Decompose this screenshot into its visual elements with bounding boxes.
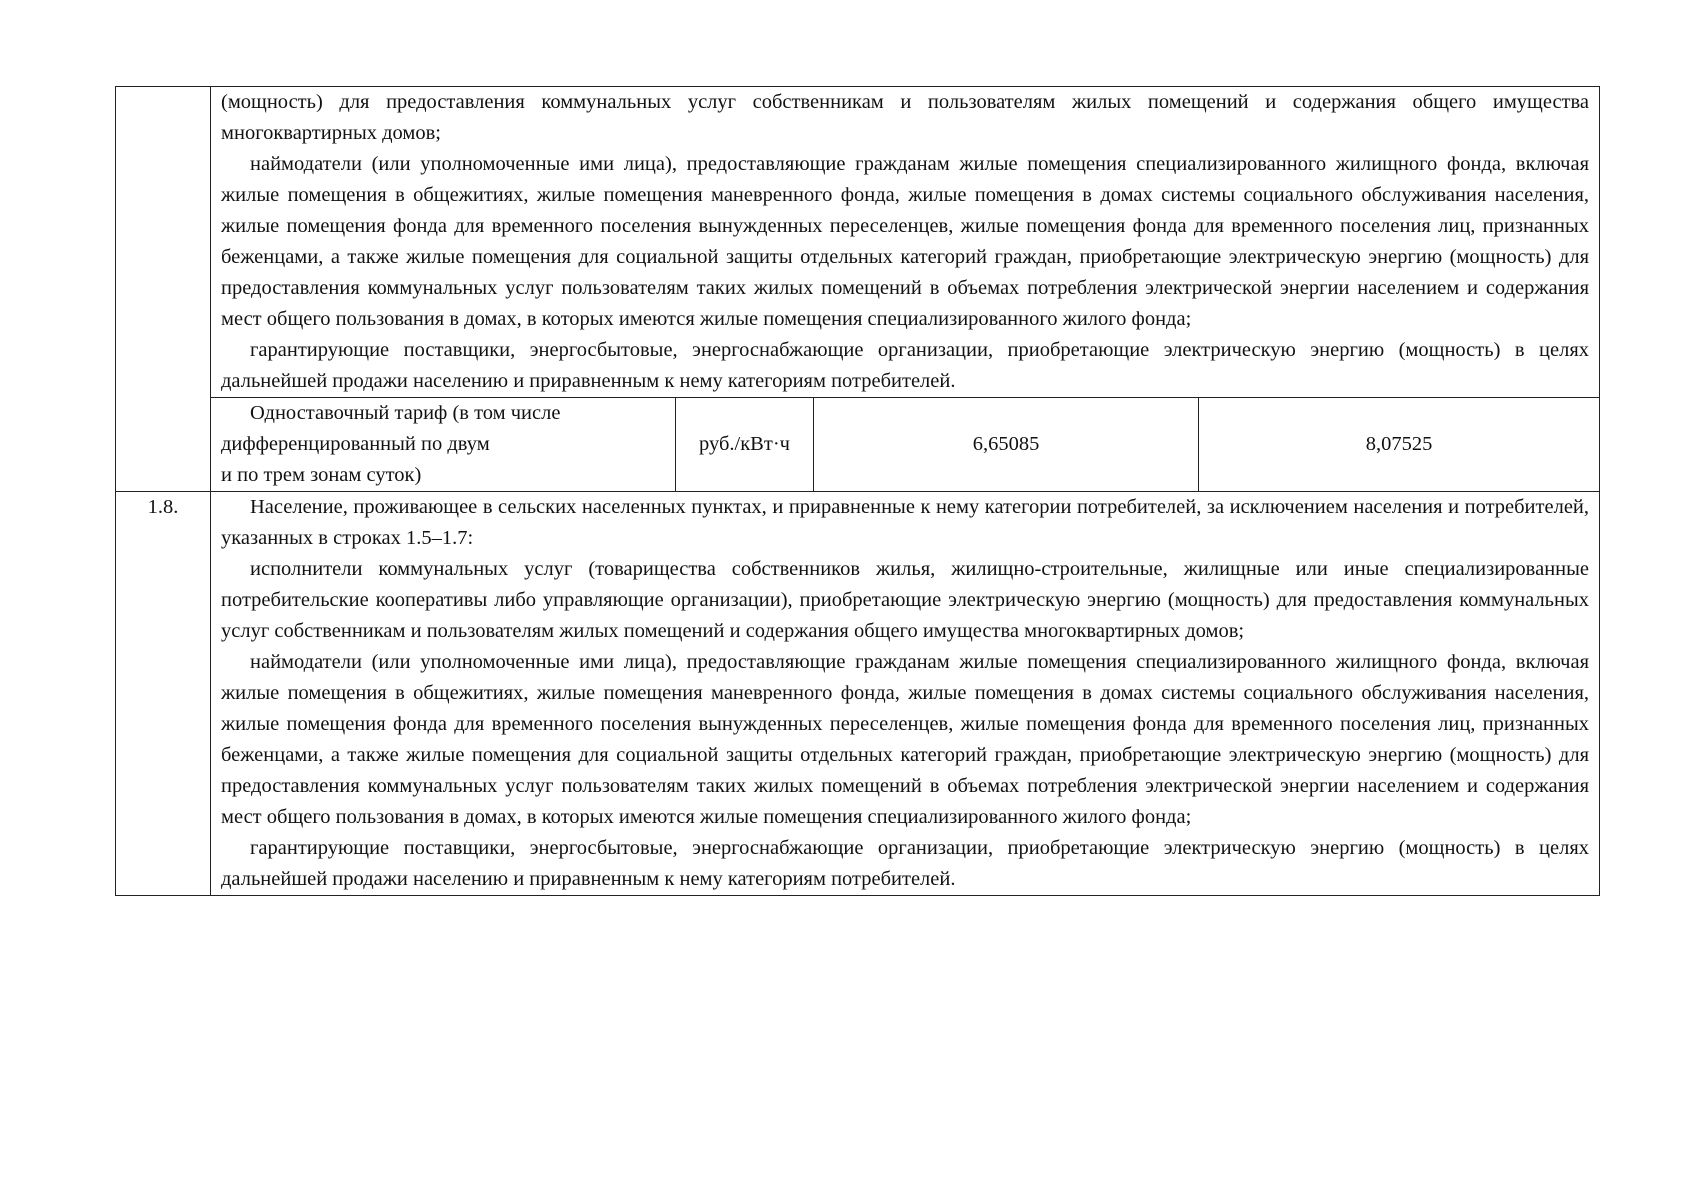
- paragraph: гарантирующие поставщики, энергосбытовые, энергоснабжающие организации, приобретающие электрическую энергию (мощность) в целях дальнейшей продажи населению и приравненным к нему категориям потребителей.: [221, 837, 1590, 890]
- description-cell: [211, 87, 1600, 398]
- row-number-cell: [116, 87, 211, 492]
- table-row-tariff: [116, 398, 1600, 492]
- paragraph: наймодатели (или уполномоченные ими лица), предоставляющие гражданам жилые помещения специализированного жилищного фонда, включая жилые помещения в общежитиях, жилые помещения маневренного фонда, жилые помещения в домах системы социального обслуживания населения, жилые помещения фонда для временного поселения вынужденных переселенцев, жилые помещения фонда для временного поселения лиц, признанных беженцами, а также жилые помещения для социальной защиты отдельных категорий граждан, приобретающие электрическую энергию (мощность) для предоставления коммунальных услуг пользователям таких жилых помещений в объемах потребления электрической энергии населением и содержания мест общего пользования в домах, в которых имеются жилые помещения специализированного жилого фонда;: [221, 651, 1590, 828]
- tariff-label-line: Одноставочный тариф (в том числе: [250, 402, 561, 424]
- row-number-cell: 1.8.: [116, 492, 211, 896]
- tariff-value-2: 8,07525: [1199, 398, 1600, 492]
- tariff-table: [115, 86, 1600, 896]
- paragraph: Население, проживающее в сельских населенных пунктах, и приравненные к нему категории потребителей, за исключением населения и потребителей, указанных в строках 1.5–1.7:: [221, 496, 1590, 549]
- unit-cell: руб./кВт·ч: [676, 398, 814, 492]
- table-row-continued: [116, 87, 1600, 398]
- table-row-1-8: [116, 492, 1600, 896]
- tariff-label-line: и по трем зонам суток): [221, 464, 422, 486]
- tariff-label: [221, 398, 665, 491]
- paragraph: наймодатели (или уполномоченные ими лица), предоставляющие гражданам жилые помещения специализированного жилищного фонда, включая жилые помещения в общежитиях, жилые помещения маневренного фонда, жилые помещения в домах системы социального обслуживания населения, жилые помещения фонда для временного поселения вынужденных переселенцев, жилые помещения фонда для временного поселения лиц, признанных беженцами, а также жилые помещения для социальной защиты отдельных категорий граждан, приобретающие электрическую энергию (мощность) для предоставления коммунальных услуг пользователям таких жилых помещений в объемах потребления электрической энергии населением и содержания мест общего пользования в домах, в которых имеются жилые помещения специализированного жилого фонда;: [221, 153, 1590, 330]
- description-cell: [211, 492, 1600, 896]
- tariff-label-line: дифференцированный по двум: [221, 433, 490, 455]
- paragraph: (мощность) для предоставления коммунальных услуг собственникам и пользователям жилых помещений и содержания общего имущества многоквартирных домов;: [221, 91, 1590, 144]
- tariff-label-cell: [211, 398, 676, 492]
- paragraph: исполнители коммунальных услуг (товарищества собственников жилья, жилищно-строительные, жилищные или иные специализированные потребительские кооперативы либо управляющие организации), приобретающие электрическую энергию (мощность) для предоставления коммунальных услуг собственникам и пользователям жилых помещений и содержания общего имущества многоквартирных домов;: [221, 558, 1590, 642]
- paragraph: гарантирующие поставщики, энергосбытовые, энергоснабжающие организации, приобретающие электрическую энергию (мощность) в целях дальнейшей продажи населению и приравненным к нему категориям потребителей.: [221, 339, 1590, 392]
- tariff-value-1: 6,65085: [814, 398, 1199, 492]
